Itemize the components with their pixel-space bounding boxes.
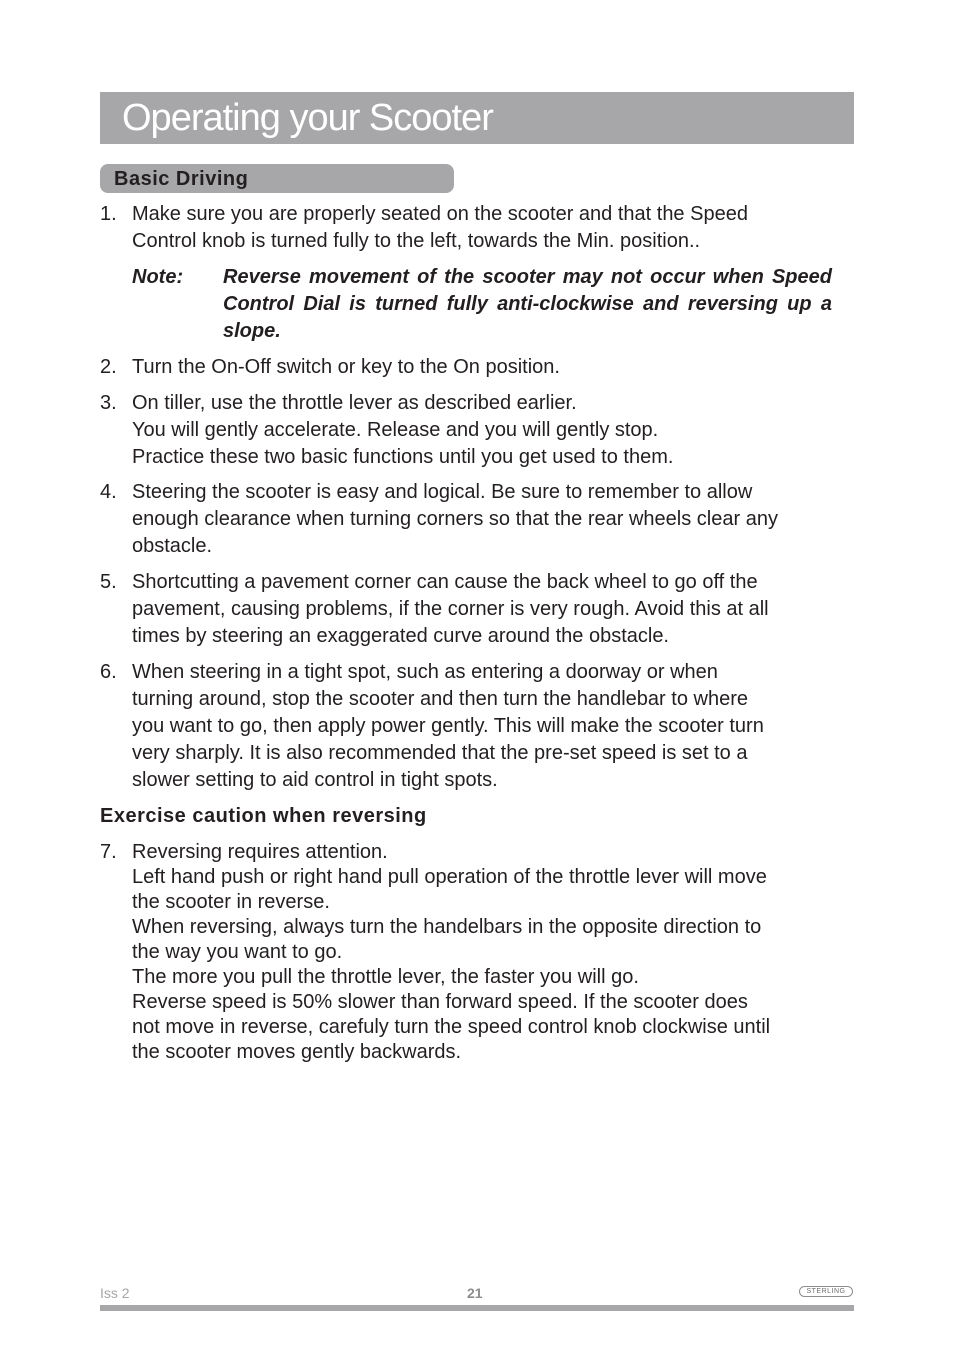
text-line: Steering the scooter is easy and logical. Be sure to remember to allow xyxy=(132,481,753,503)
text-line: you want to go, then apply power gently. This will make the scooter turn xyxy=(132,715,764,737)
text-line: On tiller, use the throttle lever as described earlier. xyxy=(132,392,577,414)
list-item-text xyxy=(132,390,854,471)
list-item-text xyxy=(132,840,854,1065)
text-line: obstacle. xyxy=(132,535,213,557)
page-title-bar xyxy=(100,92,854,144)
list-item-2 xyxy=(100,354,854,381)
list-item-text xyxy=(132,354,854,381)
text-line: pavement, causing problems, if the corner is very rough. Avoid this at all xyxy=(132,598,769,620)
text-line: the way you want to go. xyxy=(132,941,343,963)
text-line: slower setting to aid control in tight spots. xyxy=(132,769,498,791)
text-line: The more you pull the throttle lever, the faster you will go. xyxy=(132,966,639,988)
footer-divider xyxy=(100,1305,854,1311)
list-item-text xyxy=(132,479,854,560)
list-item-6 xyxy=(100,659,854,794)
list-item-text xyxy=(132,659,854,794)
list-item-3 xyxy=(100,390,854,471)
text-line: the scooter in reverse. xyxy=(132,891,330,913)
section-heading-bar xyxy=(100,164,454,193)
list-item-text xyxy=(132,201,854,255)
text-line: When steering in a tight spot, such as entering a doorway or when xyxy=(132,661,718,683)
reversing-subheading: Exercise caution when reversing xyxy=(100,805,427,827)
list-item-number: 3. xyxy=(100,392,117,414)
issue-label: Iss 2 xyxy=(100,1285,130,1301)
list-item-5 xyxy=(100,569,854,650)
list-item-number: 7. xyxy=(100,841,117,863)
text-line: You will gently accelerate. Release and you will gently stop. xyxy=(132,419,659,441)
list-item-1 xyxy=(100,201,854,255)
list-item-number: 1. xyxy=(100,203,117,225)
page-title: Operating your Scooter xyxy=(122,97,493,139)
list-item-number: 5. xyxy=(100,571,117,593)
text-line: Practice these two basic functions until you get used to them. xyxy=(132,446,674,468)
text-line: enough clearance when turning corners so that the rear wheels clear any xyxy=(132,508,778,530)
list-item-number: 4. xyxy=(100,481,117,503)
note-block xyxy=(132,264,832,345)
text-line: Control knob is turned fully to the left, towards the Min. position.. xyxy=(132,230,701,252)
list-item-4 xyxy=(100,479,854,560)
list-item-text xyxy=(132,569,854,650)
note-label: Note: xyxy=(132,266,184,288)
text-line: Reversing requires attention. xyxy=(132,841,388,863)
text-line: Turn the On-Off switch or key to the On position. xyxy=(132,356,560,378)
list-item-number: 2. xyxy=(100,356,117,378)
page-number: 21 xyxy=(467,1285,483,1301)
brand-logo: STERLING xyxy=(799,1286,853,1297)
text-line: turning around, stop the scooter and then turn the handlebar to where xyxy=(132,688,748,710)
list-item-number: 6. xyxy=(100,661,117,683)
text-line: Shortcutting a pavement corner can cause the back wheel to go off the xyxy=(132,571,758,593)
text-line: not move in reverse, carefuly turn the speed control knob clockwise until xyxy=(132,1016,771,1038)
text-line: Left hand push or right hand pull operation of the throttle lever will move xyxy=(132,866,767,888)
note-text: Reverse movement of the scooter may not occur when Speed Control Dial is turned fully anti-clockwise and reversing up a slope. xyxy=(223,266,832,342)
text-line: Reverse speed is 50% slower than forward speed. If the scooter does xyxy=(132,991,748,1013)
text-line: times by steering an exaggerated curve around the obstacle. xyxy=(132,625,669,647)
section-heading: Basic Driving xyxy=(114,168,249,190)
text-line: When reversing, always turn the handelbars in the opposite direction to xyxy=(132,916,762,938)
text-line: Make sure you are properly seated on the scooter and that the Speed xyxy=(132,203,748,225)
text-line: very sharply. It is also recommended that the pre-set speed is set to a xyxy=(132,742,748,764)
list-item-7 xyxy=(100,840,854,1065)
text-line: the scooter moves gently backwards. xyxy=(132,1041,462,1063)
